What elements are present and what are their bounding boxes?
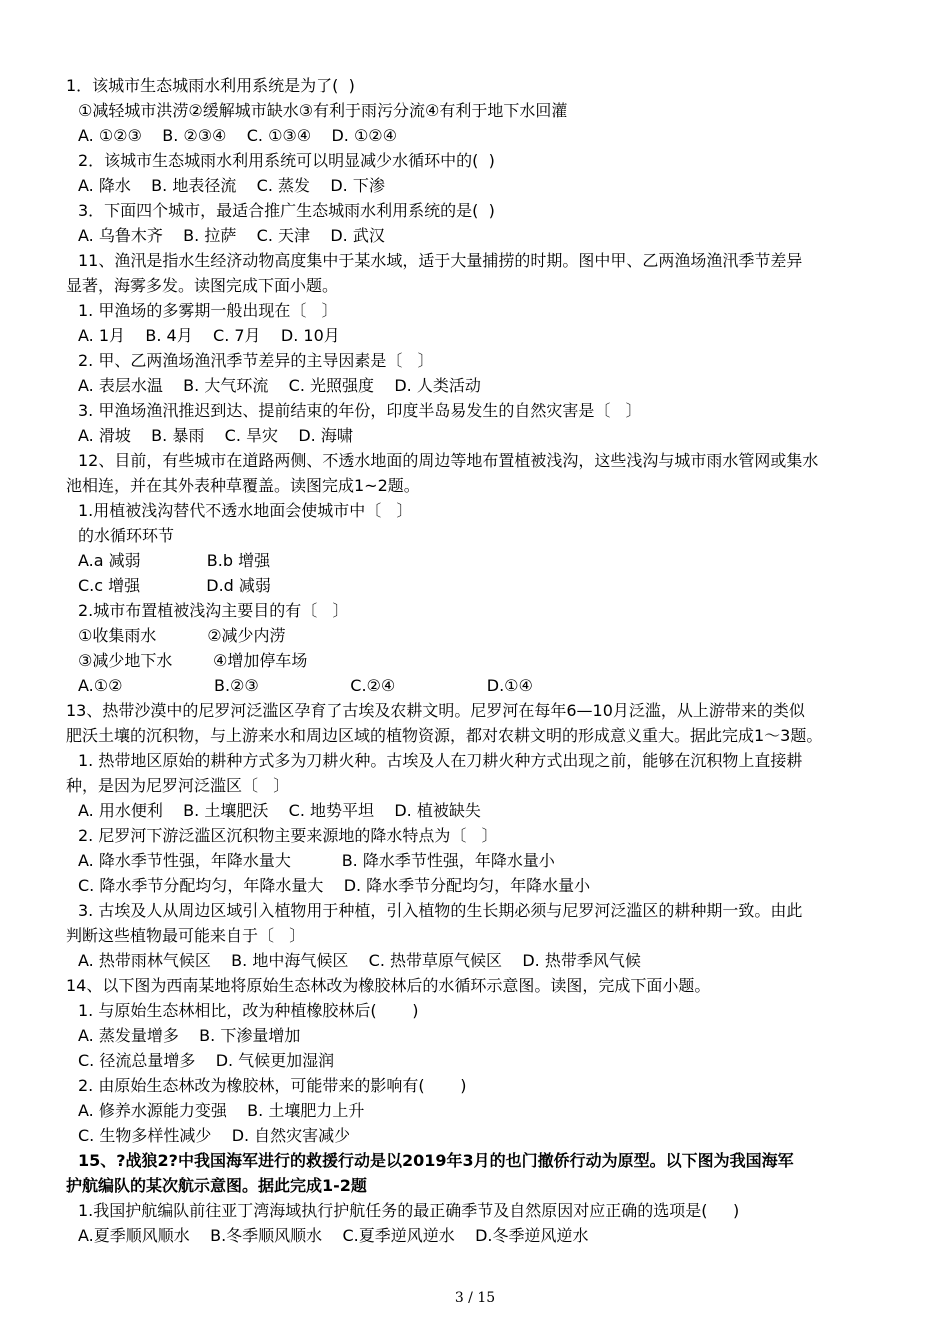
text-line: ①收集雨水 ②减少内涝	[78, 626, 286, 645]
text-line: 种，是因为尼罗河泛滥区〔 〕	[66, 776, 290, 795]
text-line: A. 蒸发量增多 B. 下渗量增加	[78, 1026, 301, 1045]
text-line: ③减少地下水 ④增加停车场	[78, 651, 308, 670]
text-line: A. 用水便利 B. 土壤肥沃 C. 地势平坦 D. 植被缺失	[78, 801, 481, 820]
text-line: 池相连，并在其外表种草覆盖。读图完成1~2题。	[66, 476, 420, 495]
text-line: C. 降水季节分配均匀，年降水量大 D. 降水季节分配均匀，年降水量小	[78, 876, 591, 895]
text-line: C. 径流总量增多 D. 气候更加湿润	[78, 1051, 335, 1070]
question-heading: 13、热带沙漠中的尼罗河泛滥区孕育了古埃及农耕文明。尼罗河在每年6—10月泛滥，从上游带来的类似	[66, 701, 805, 720]
text-line: 1.我国护航编队前往亚丁湾海域执行护航任务的最正确季节及自然原因对应正确的选项是( )	[78, 1201, 740, 1220]
text-line: A. 修养水源能力变强 B. 土壤肥力上升	[78, 1101, 365, 1120]
text-line: 2. 甲、乙两渔场渔汛季节差异的主导因素是〔 〕	[78, 351, 434, 370]
text-line: 判断这些植物最可能来自于〔 〕	[66, 926, 306, 945]
text-line: 护航编队的某次航示意图。据此完成1-2题	[66, 1176, 367, 1195]
text-line: 的水循环环节	[78, 526, 175, 545]
text-line: A. 表层水温 B. 大气环流 C. 光照强度 D. 人类活动	[78, 376, 481, 395]
text-line: 2. 尼罗河下游泛滥区沉积物主要来源地的降水特点为〔 〕	[78, 826, 498, 845]
text-line: 1.用植被浅沟替代不透水地面会使城市中〔 〕	[78, 501, 413, 520]
text-line: 3. 甲渔场渔汛推迟到达、提前结束的年份，印度半岛易发生的自然灾害是〔 〕	[78, 401, 642, 420]
text-line: A.①② B.②③ C.②④ D.①④	[78, 676, 533, 695]
text-line: A. 降水季节性强，年降水量大 B. 降水季节性强，年降水量小	[78, 851, 555, 870]
text-line: 1. 甲渔场的多雾期一般出现在〔 〕	[78, 301, 338, 320]
text-line: 显著，海雾多发。读图完成下面小题。	[66, 276, 339, 295]
text-line: 3. 古埃及人从周边区域引入植物用于种植，引入植物的生长期必须与尼罗河泛滥区的耕种期一致。由此	[78, 901, 803, 920]
text-line: 3．下面四个城市，最适合推广生态城雨水利用系统的是( )	[78, 201, 495, 220]
text-line: A. 乌鲁木齐 B. 拉萨 C. 天津 D. 武汉	[78, 226, 385, 245]
text-line: A.a 减弱 B.b 增强	[78, 551, 271, 570]
question-heading: 14、以下图为西南某地将原始生态林改为橡胶林后的水循环示意图。读图，完成下面小题。	[66, 976, 711, 995]
text-line: 1．该城市生态城雨水利用系统是为了( )	[66, 76, 355, 95]
text-line: A.夏季顺风顺水 B.冬季顺风顺水 C.夏季逆风逆水 D.冬季逆风逆水	[78, 1226, 589, 1245]
text-line: 2.城市布置植被浅沟主要目的有〔 〕	[78, 601, 349, 620]
text-line: 1. 热带地区原始的耕种方式多为刀耕火种。古埃及人在刀耕火种方式出现之前，能够在沉积物上直接耕	[78, 751, 803, 770]
text-line: A. 滑坡 B. 暴雨 C. 旱灾 D. 海啸	[78, 426, 353, 445]
text-line: ①减轻城市洪涝②缓解城市缺水③有利于雨污分流④有利于地下水回灌	[78, 101, 568, 120]
text-line: 1. 与原始生态林相比，改为种植橡胶林后( )	[78, 1001, 419, 1020]
text-line: C. 生物多样性减少 D. 自然灾害减少	[78, 1126, 351, 1145]
page-number: 3 / 15	[454, 1290, 496, 1306]
question-text-body	[66, 73, 892, 1248]
text-line: C.c 增强 D.d 减弱	[78, 576, 271, 595]
text-line: A. 热带雨林气候区 B. 地中海气候区 C. 热带草原气候区 D. 热带季风气候	[78, 951, 641, 970]
text-line: 2. 由原始生态林改为橡胶林，可能带来的影响有( )	[78, 1076, 467, 1095]
text-line: A. 1月 B. 4月 C. 7月 D. 10月	[78, 326, 340, 345]
text-line: 肥沃土壤的沉积物，与上游来水和周边区域的植物资源，都对农耕文明的形成意义重大。据此完成1～3题。	[66, 726, 823, 745]
text-line: A. 降水 B. 地表径流 C. 蒸发 D. 下渗	[78, 176, 385, 195]
question-heading: 12、目前，有些城市在道路两侧、不透水地面的周边等地布置植被浅沟，这些浅沟与城市雨水管网或集水	[78, 451, 819, 470]
question-heading: 15、?战狼2?中我国海军进行的救援行动是以2019年3月的也门撤侨行动为原型。以下图为我国海军	[78, 1151, 794, 1170]
text-line: 2．该城市生态城雨水利用系统可以明显减少水循环中的( )	[78, 151, 495, 170]
question-heading: 11、渔汛是指水生经济动物高度集中于某水域，适于大量捕捞的时期。图中甲、乙两渔场渔汛季节差异	[78, 251, 803, 270]
text-line: A. ①②③ B. ②③④ C. ①③④ D. ①②④	[78, 126, 397, 145]
